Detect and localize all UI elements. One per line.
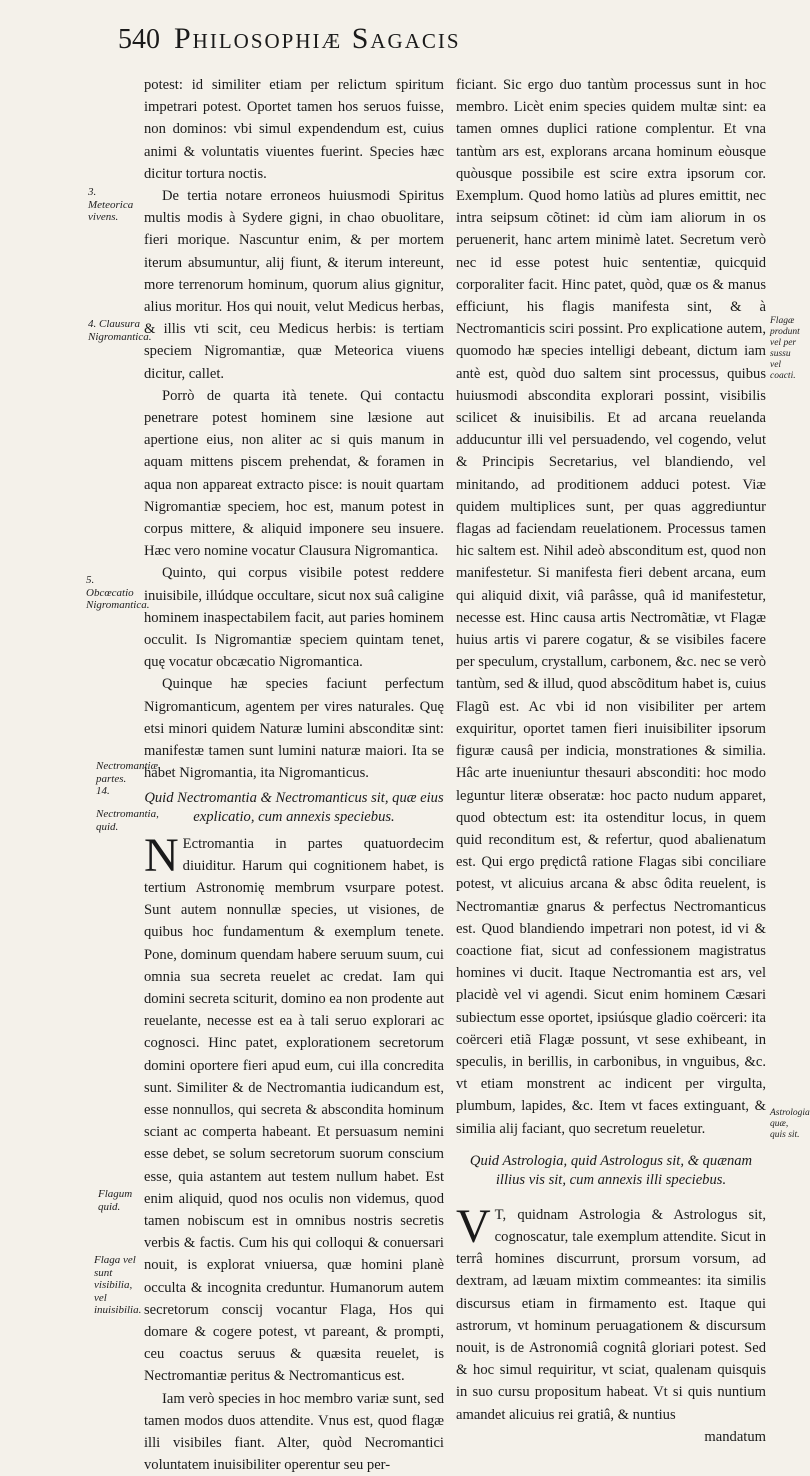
text-column-left [144,74,444,1476]
paragraph: Quinque hæ species faciunt perfectum Nigromanticum, agentem per vires naturales. Quę etsi minori quidem Naturæ lumini absconditæ sint: manifestæ tamen sunt lumini naturæ maiori. Ita se habet Nigromantia, ita Nigromanticus. [144,676,444,782]
margin-note-astrologia: Astrologia quæ, quis sit. [770,1108,810,1140]
paragraph-text: T, quidnam Astrologia & Astrologus sit, cognoscatur, tale exemplum attendite. Sicut in terrâ homines discurrunt, prorsum vorsum, ad dextram, ad læuam mixtim commeantes: ita similis discursus etiam in firmamento est. Itaque qui astrorum, vt hominum peruagationem & discursum nouit, is de Astronomiâ cognitâ gloriari potest. Sed & hoc simul requiritur, vt sciat, qualenam quisquis in suo cursu propositum habeat. Vt si quis nuntium amandet alicuius rei gratiâ, & nuntius [456,1206,766,1423]
drop-cap: V [456,1199,491,1253]
paragraph: potest: id similiter etiam per relictum spiritum impetrari potest. Oportet tamen hos seruos fuisse, non dominos: vbi simul expendendum est, cuius animi & voluntatis viuentes fuerint. Species hæc dicitur tortura noctis. [144,77,444,182]
margin-note-nectromantiae-partes: Nectromantiæ partes. 14. [96,760,158,797]
margin-note-flagae-produnt: Flagæ produnt vel per sussu vel coacti. [770,316,800,381]
paragraph-with-initial [144,828,444,1388]
text-column-right [456,74,766,1448]
paragraph: Quinto, qui corpus visibile potest reddere inuisibile, illúdque occultare, sicut nox suâ caligine hominem inaspectabilem facit, aut paries hominem occulit. Is Nigromantiæ speciem quintam tenet, quę vocatur obcæcatio Nigromantica. [144,565,444,671]
margin-note-nectromantia-quid: Nectromantia, quid. [96,808,159,833]
catchword: mandatum [704,1428,766,1445]
paragraph: Porrò de quarta ità tenete. Qui contactu penetrare potest hominem sine læsione aut apertione eius, non aliter ac si quis manum in aquam mittens piscem prehendat, & foramen in aqua non appareat extracto pisce: is nouit quartam Nigromantiæ speciem, hoc est, manum potest in corpus mittere, & aliquid imponere seu insuere. Hæc vero nomine vocatur Clausura Nigromantica. [144,387,444,560]
page-number: 540 [118,24,160,55]
margin-note-meteorica: 3. Meteorica vivens. [88,186,134,223]
paragraph: Iam verò species in hoc membro variæ sunt, sed tamen modos duos attendite. Vnus est, quod flagæ illi visibiles fiant. Alter, quòd Necromantici voluntatem inuisibiliter operentur seu per- [144,1390,444,1474]
section-heading: Quid Nectromantia & Nectromanticus sit, quæ eius explicatio, cum annexis speciebus. [144,789,444,825]
running-header [118,22,768,72]
margin-note-obcaecatio: 5. Obcœcatio Nigromantica. [86,574,150,611]
margin-note-clausura: 4. Clausura Nigromantica. [88,318,152,343]
paragraph: ficiant. Sic ergo duo tantùm processus sunt in hoc membro. Licèt enim species quidem multæ sint: ea tamen omnes duplici ratione complentur. Et vna tantùm ars est, explorans arcana hominum eòusque quòusque possibile est scire extra ipsorum cor. Exemplum. Quod homo latiùs ad plures emittit, nec intra seipsum cõtinet: id cùm iam aliorum in os peruenerit, hanc artem minimè latet. Secretum verò nec id esse potest huic sententiæ, quicquid corporaliter facit. Hinc patet, quòd, quæ os & manus efficiunt, his flagis manifesta sint, & à Nectromanticis sciri possint. Pro explicatione autem, quomodo hæ species intelligi debeant, dictum iam antè est, quòd duo saltem sint processus, quibus huiusmodi abscondita explorari possint, visibilis scilicet & inuisibilis. Et ad arcana reuelanda adducuntur illi vel persuadendo, vel cogendo, velut & Principis Secretarius, vel blandiendo, vel minitando, ad proditionem adduci potest. Viæ quidem multiplices sunt, per quas aggrediuntur flagas ad faciendam reuelationem. Processus tamen hic saltem est. Nihil adeò absconditum est, quod non manifestetur. Si manifesta fieri debent arcana, eum qui aliquid dixit, viâ parâsse, quâ id manifestetur, necesse est. Hinc causa artis Nectromãtiæ, vt Flagæ huius artis vi parere cogatur, & se visibiles facere per speculum, crystallum, carbonem, &c. nec se verò tantùm, sed & illud, quod abscõditum habet is, cuius Flagũ est. Ac vbi id non visibiliter per artem exquiritur, oportet tamen fieri inuisibiliter ipsorum figuræ causâ per indicia, monstrationes & similia. Hâc arte inueniuntur thesauri absconditi: hoc modo leguntur literæ obseratæ: hoc pacto nudum apparet, quod obtectum est: ita ostenditur locus, in quem quid reconditum est, & refertur, quod abalienatum est. Qui ergo prędictâ ratione Flagas sibi conciliare potest, vt alicuius arcana & absc ôdita reuelent, is Nectromantiæ gnarus & perfectus Nectromanticus est. Quod blandiendo impetrari non potest, id vi & coactione fiat, sicut ad confessionem magistratus homines vi ducit. Itaque Nectromantia est ars, vel placidè vel vi agendi. Sicut enim hominem Cæsari subiectum esse oportet, ipsiúsque gladio coërceri: ita coërceri etiã Flagæ possunt, vt sese exhibeant, in speculis, in berillis, in carbonibus, in vnguibus, &c. vt etiam monstrent ac indicent per virgulta, plumbum, lapides, &c. Item vt faces extinguant, & similia alij faciant, quo secretum reueletur. [456,77,767,1137]
margin-note-flaga-visibilia: Flaga vel sunt visibilia, vel inuisibilia. [94,1254,142,1316]
paragraph-text: Ectromantia in partes quatuordecim diuiditur. Harum qui cognitionem habet, is tertium Astronomię membrum vsurpare potest. Sunt autem nonnullæ species, ut visiones, de quibus hoc fundamentum & exemplum tenete. Pone, dominum quendam habere seruum suum, cui omnia sua secreta reuelet ac credat. Iam qui domini secreta sciturit, domino ea non prodente aut reuelante, necesse est ea à tali seruo explorari ac cognosci. Hinc patet, explorationem secretorum domini oportere fieri apud eum, cui illa concredita sunt. Similiter & de Nectromantia iudicandum est, esse nonnullos, qui secreta & abscondita hominum sciant ac comperta habeant. Et persuasum nemini esse debet, se solum secretorum suorum conscium esse, quia astantem aut testem nullum habet. Est enim aliquid, quod nos oculis non videmus, quod tamen nobiscum est in omnibus nostris secretis verbis & factis. Cum his qui colloqui & conuersari nouit, is explorat vniuersa, quæ homini planè occulta & incognita creduntur. Humanorum autem secretorum conscij vocantur Flaga, Hos qui domare & cogere potest, vt pareant, & prompti, ceu coactus seruus & quæsita reuelet, is Nectromantiæ peritus & Nectromanticus est. [144,835,444,1385]
paragraph: De tertia notare erroneos huiusmodi Spiritus multis modis à Sydere gigni, in chao obuolitare, fieri morique. Nascuntur enim, & per mortem iterum absumuntur, alij fiunt, & iterum intereunt, more terrenorum hominum, quorum alius gignitur, alius moritur. Hos qui nouit, velut Medicus herbas, & illis vti scit, ceu Medicus herbis: is tertiam speciem Nigromantiæ, quæ Meteorica viuens dicitur, callet. [144,188,444,382]
margin-note-flagum: Flagum quid. [98,1188,133,1213]
drop-cap: N [144,828,179,882]
running-title: Philosophiæ Sagacis [174,22,461,55]
section-heading: Quid Astrologia, quid Astrologus sit, & quænam illius vis sit, cum annexis illi speciebus. [469,1152,753,1188]
paragraph-with-initial [456,1199,766,1426]
